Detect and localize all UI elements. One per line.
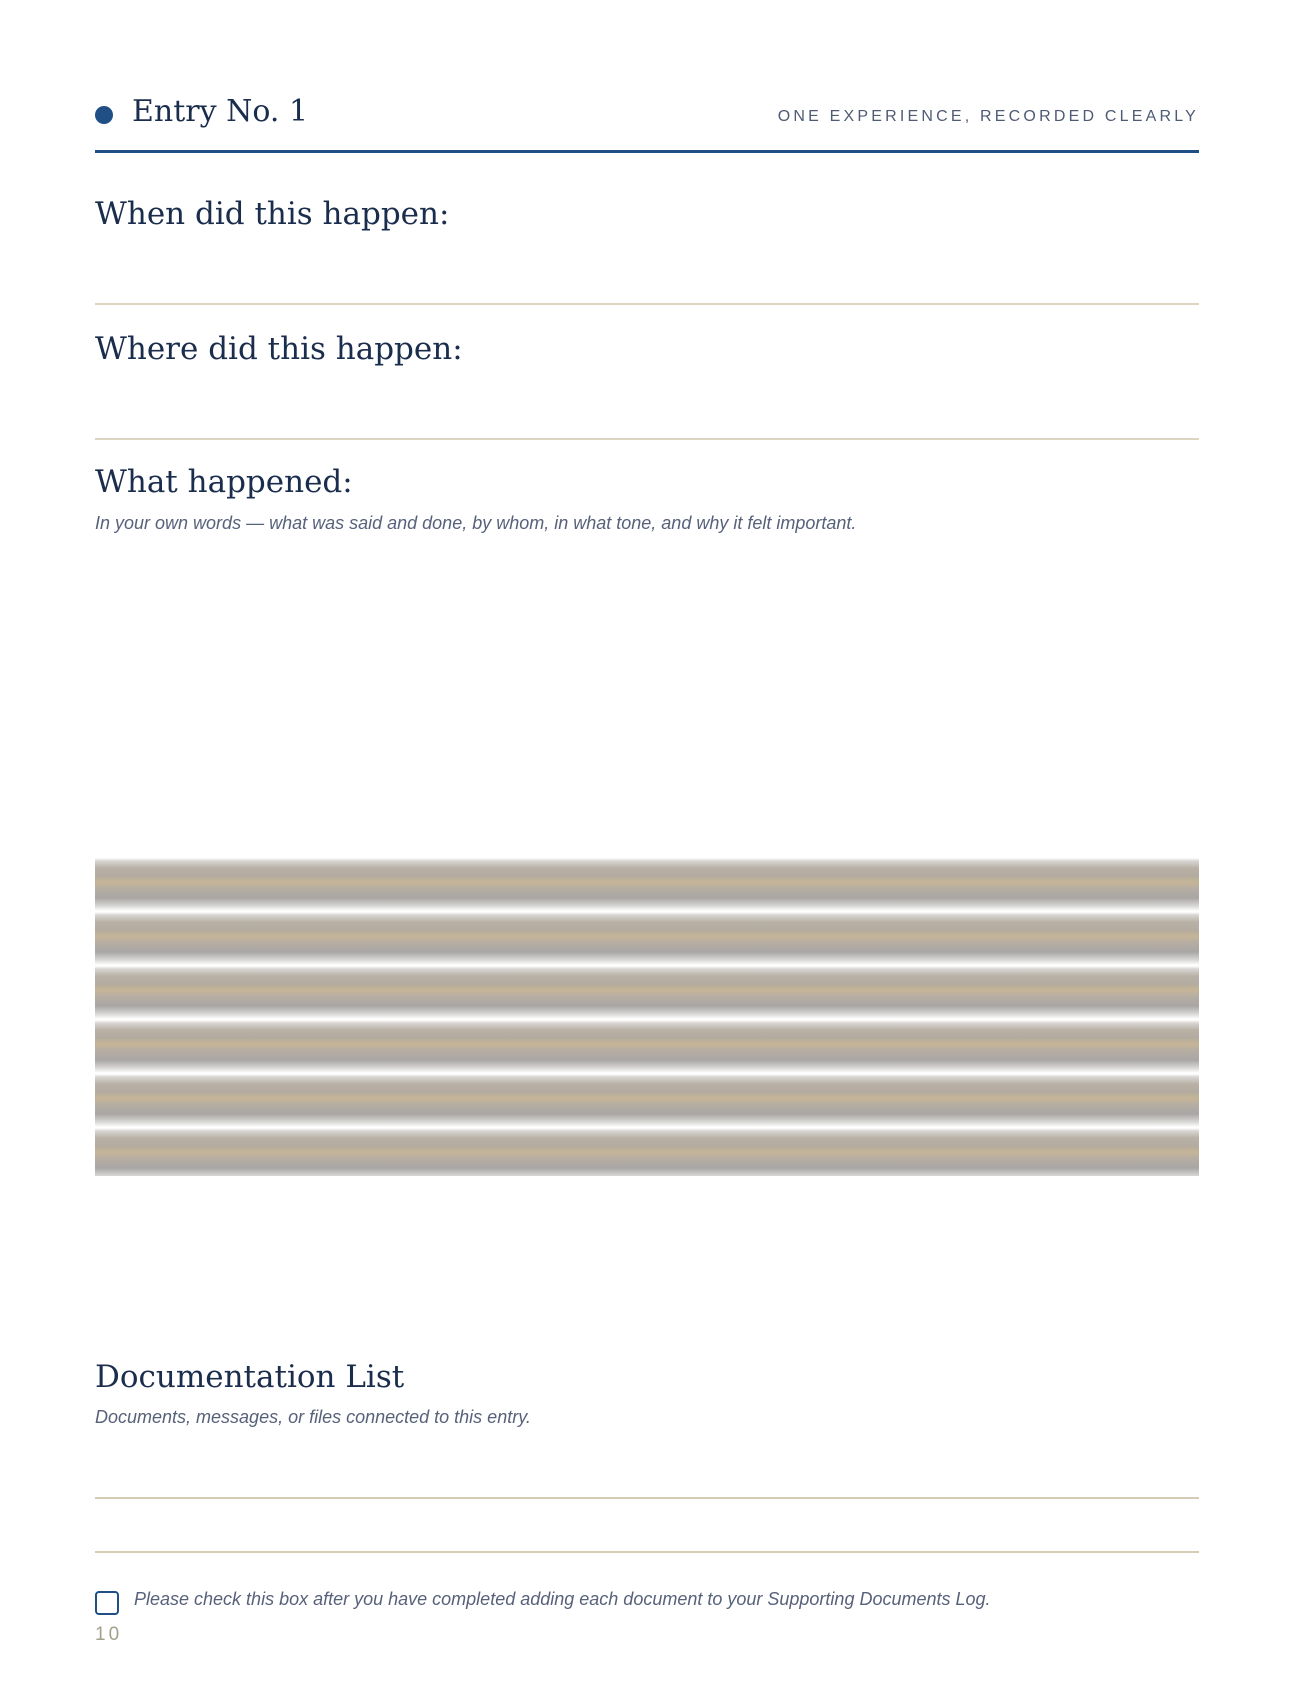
header-divider — [95, 150, 1199, 153]
documentation-line-2[interactable] — [95, 1551, 1199, 1553]
what-happened-label: What happened: — [95, 464, 353, 500]
what-happened-hint: In your own words — what was said and done, by whom, in what tone, and why it felt important. — [95, 513, 857, 533]
documentation-hint: Documents, messages, or files connected to this entry. — [95, 1407, 531, 1427]
documents-logged-checkbox[interactable] — [95, 1591, 119, 1615]
where-answer-line[interactable] — [95, 438, 1199, 440]
entry-title: Entry No. 1 — [132, 94, 309, 129]
page-number: 10 — [95, 1624, 123, 1645]
entry-tagline: ONE EXPERIENCE, RECORDED CLEARLY — [777, 108, 1199, 125]
when-answer-line[interactable] — [95, 303, 1199, 305]
bullet-dot-icon — [95, 106, 113, 124]
checkbox-note: Please check this box after you have completed adding each document to your Supporting Documents Log. — [134, 1589, 991, 1609]
documentation-line-1[interactable] — [95, 1497, 1199, 1499]
when-label: When did this happen: — [95, 196, 450, 232]
where-label: Where did this happen: — [95, 331, 463, 367]
what-happened-writing-area[interactable] — [95, 858, 1199, 1176]
documentation-title: Documentation List — [95, 1359, 405, 1395]
entry-header — [95, 90, 1199, 154]
